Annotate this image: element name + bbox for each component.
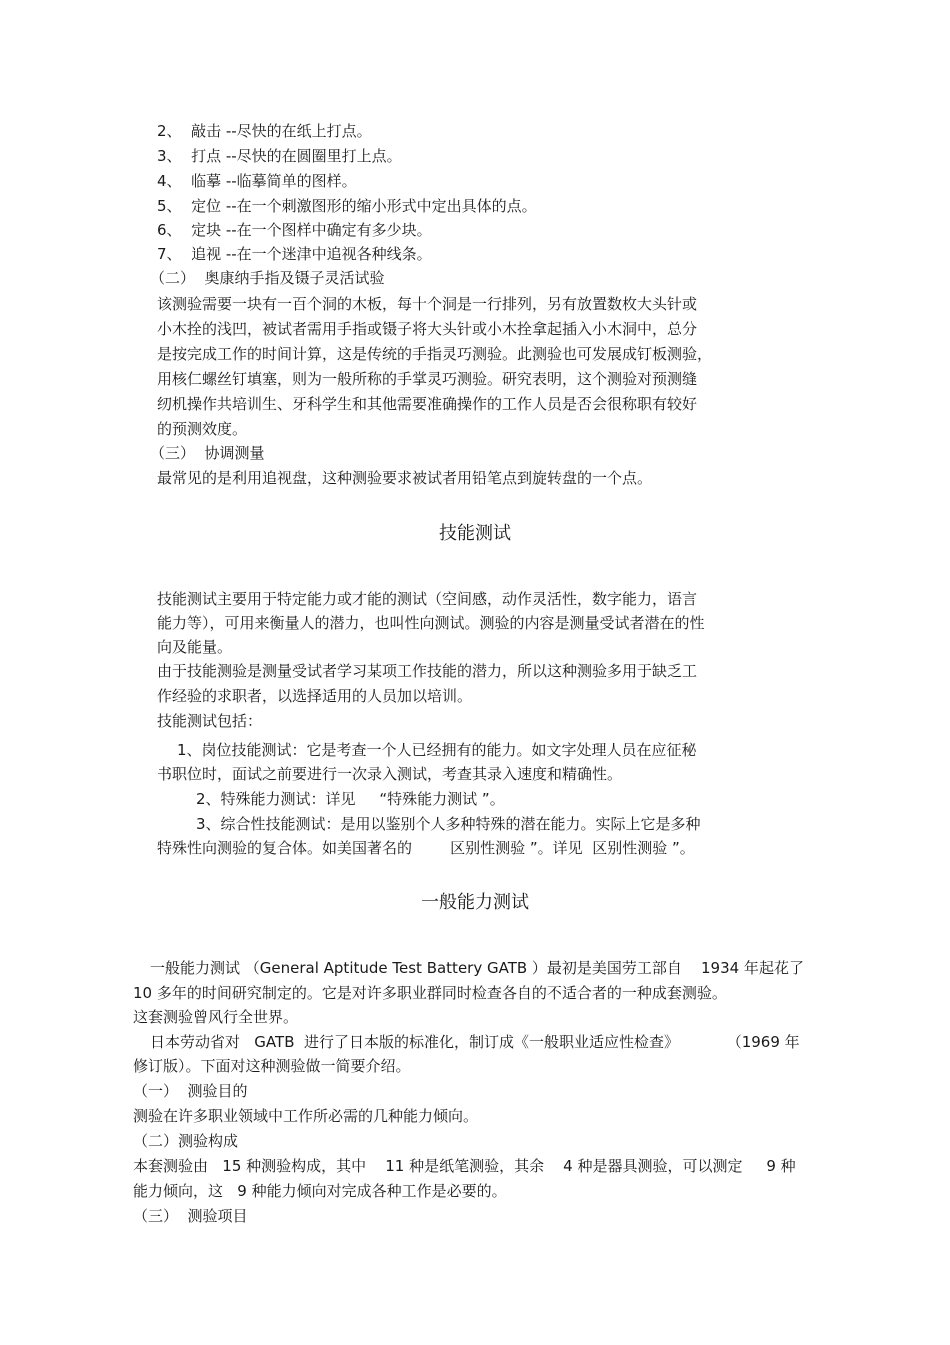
paragraph-line: 纫机操作共培训生、牙科学生和其他需要准确操作的工作人员是否会很称职有较好 <box>157 395 698 413</box>
paragraph-line: 本套测验由 15 种测验构成，其中 11 种是纸笔测验，其余 4 种是器具测验，可以测定 9 种 <box>133 1157 796 1175</box>
paragraph-line: 一般能力测试 （General Aptitude Test Battery GATB ）最初是美国劳工部自 1934 年起花了 <box>150 959 804 977</box>
list-item: 4、 临摹 --临摹简单的图样。 <box>157 172 357 190</box>
subheading: （二） 奥康纳手指及镊子灵活试验 <box>150 269 385 287</box>
paragraph-line: 日本劳动省对 GATB 进行了日本版的标准化，制订成《一般职业适应性检查》 （1969 年 <box>150 1033 800 1051</box>
paragraph-line: 能力倾向，这 9 种能力倾向对完成各种工作是必要的。 <box>133 1182 507 1200</box>
section-title: 技能测试 <box>439 523 511 544</box>
paragraph-line: 小木拴的浅凹，被试者需用手指或镊子将大头针或小木拴拿起插入小木洞中，总分 <box>157 320 698 338</box>
paragraph-line: 能力等），可用来衡量人的潜力，也叫性向测试。测验的内容是测量受试者潜在的性 <box>157 614 705 632</box>
list-item: 2、 敲击 --尽快的在纸上打点。 <box>157 122 372 140</box>
paragraph-line: 书职位时，面试之前要进行一次录入测试，考查其录入速度和精确性。 <box>157 765 623 783</box>
paragraph-line: 作经验的求职者，以选择适用的人员加以培训。 <box>157 687 473 705</box>
paragraph-line: 特殊性向测验的复合体。如美国著名的 区别性测验 ”。详见 区别性测验 ”。 <box>157 839 695 857</box>
subheading: （三） 协调测量 <box>150 444 265 462</box>
list-item: 6、 定块 --在一个图样中确定有多少块。 <box>157 221 432 239</box>
paragraph-line: 是按完成工作的时间计算，这是传统的手指灵巧测验。此测验也可发展成钉板测验， <box>157 345 713 363</box>
paragraph-line: 2、特殊能力测试：详见 “特殊能力测试 ”。 <box>196 790 505 808</box>
paragraph-line: 10 多年的时间研究制定的。它是对许多职业群同时检查各自的不适合者的一种成套测验。 <box>133 984 727 1002</box>
paragraph-line: 用核仁螺丝钉填塞，则为一般所称的手掌灵巧测验。研究表明，这个测验对预测缝 <box>157 370 698 388</box>
paragraph-line: 该测验需要一块有一百个洞的木板，每十个洞是一行排列，另有放置数枚大头针或 <box>157 295 698 313</box>
section-title: 一般能力测试 <box>421 892 529 913</box>
paragraph-line: 向及能量。 <box>157 638 233 656</box>
list-item: 5、 定位 --在一个刺激图形的缩小形式中定出具体的点。 <box>157 197 537 215</box>
paragraph-line: 最常见的是利用追视盘，这种测验要求被试者用铅笔点到旋转盘的一个点。 <box>157 469 653 487</box>
paragraph-line: 技能测试主要用于特定能力或才能的测试（空间感，动作灵活性，数字能力，语言 <box>157 590 698 608</box>
subheading: （二）测验构成 <box>133 1132 239 1150</box>
paragraph-line: 这套测验曾风行全世界。 <box>133 1008 299 1026</box>
list-item: 7、 追视 --在一个迷津中追视各种线条。 <box>157 245 432 263</box>
paragraph-line: 3、综合性技能测试：是用以鉴别个人多种特殊的潜在能力。实际上它是多种 <box>196 815 701 833</box>
paragraph-line: 由于技能测验是测量受试者学习某项工作技能的潜力，所以这种测验多用于缺乏工 <box>157 662 698 680</box>
subheading: （三） 测验项目 <box>133 1207 248 1225</box>
list-item: 3、 打点 --尽快的在圆圈里打上点。 <box>157 147 402 165</box>
paragraph-line: 技能测试包括： <box>157 712 263 730</box>
subheading: （一） 测验目的 <box>133 1082 248 1100</box>
paragraph-line: 测验在许多职业领域中工作所必需的几种能力倾向。 <box>133 1107 479 1125</box>
paragraph-line: 的预测效度。 <box>157 420 248 438</box>
paragraph-line: 1、岗位技能测试：它是考查一个人已经拥有的能力。如文字处理人员在应征秘 <box>177 741 697 759</box>
paragraph-line: 修订版）。下面对这种测验做一简要介绍。 <box>133 1057 411 1075</box>
